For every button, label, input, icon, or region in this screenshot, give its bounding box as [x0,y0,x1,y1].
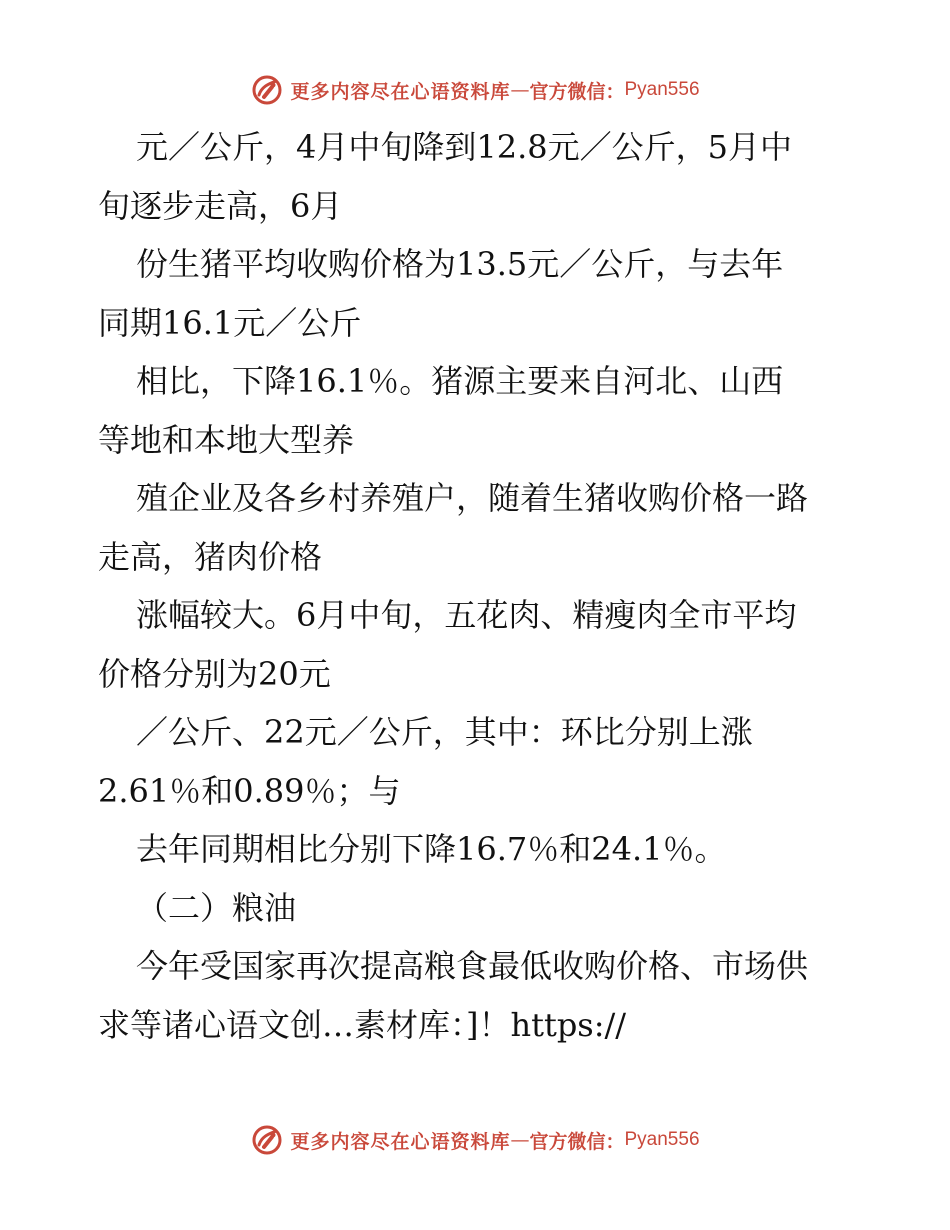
text-line: 今年受国家再次提高粮食最低收购价格、市场供 [136,947,809,985]
header-separator: — [510,79,530,101]
text-line: 殖企业及各乡村养殖户，随着生猪收购价格一路 [136,479,809,517]
footer-wechat-label: 官方微信： [529,1130,625,1153]
footer-brand-text: 更多内容尽在心语资料库 [290,1130,511,1153]
text-line: 等地和本地大型养 [98,420,355,459]
text-line: 同期16.1元／公斤 [98,303,362,342]
document-body [98,118,888,1054]
text-line: 走高，猪肉价格 [98,537,323,576]
header-wechat-account: Pyan556 [624,79,700,100]
text-line: 求等诸心语文创…素材库：]！https:// [98,1005,627,1044]
brush-swirl-logo-icon [250,1123,284,1157]
brush-swirl-logo-icon [250,73,284,107]
text-line: 去年同期相比分别下降16.7％和24.1％。 [136,830,727,868]
header-banner [0,70,950,110]
footer-banner [0,1120,950,1160]
text-line: 旬逐步走高，6月 [98,186,343,225]
text-line: 相比，下降16.1％。猪源主要来自河北、山西 [136,362,784,400]
text-line: 2.61％和0.89％；与 [98,771,401,810]
text-line: 份生猪平均收购价格为13.5元／公斤，与去年 [136,245,784,283]
footer-separator: — [510,1129,530,1151]
header-brand-text: 更多内容尽在心语资料库 [290,80,511,103]
footer-wechat-account: Pyan556 [624,1129,700,1150]
text-line: 元／公斤，4月中旬降到12.8元／公斤，5月中 [136,128,792,166]
header-wechat-label: 官方微信： [529,80,625,103]
text-line: 价格分别为20元 [98,654,331,693]
text-line: 涨幅较大。6月中旬，五花肉、精瘦肉全市平均 [136,596,797,634]
text-line: ／公斤、22元／公斤，其中：环比分别上涨 [136,713,753,751]
section-heading: （二）粮油 [136,888,297,927]
